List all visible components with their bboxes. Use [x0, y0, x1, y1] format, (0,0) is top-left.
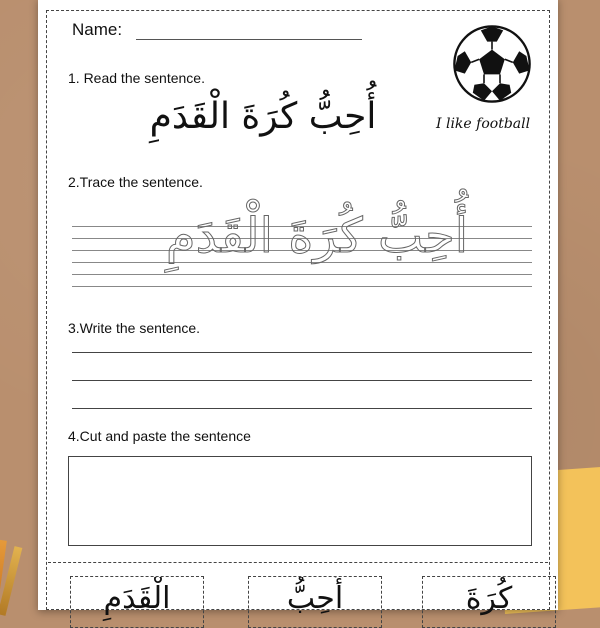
trace-guide-line [72, 274, 532, 275]
name-input-line[interactable] [136, 23, 362, 40]
heading-read: 1. Read the sentence. [68, 70, 205, 86]
soccer-ball-icon [452, 24, 532, 104]
cut-word-3: كُرَةَ [465, 581, 513, 616]
cut-card-3[interactable] [422, 576, 556, 628]
paste-box[interactable] [68, 456, 532, 546]
trace-sentence: أُحِبُّ كُرَةَ الْقَدَمِ [165, 208, 469, 264]
write-line[interactable] [72, 352, 532, 353]
worksheet-page [38, 0, 558, 616]
heading-trace: 2.Trace the sentence. [68, 174, 203, 190]
cut-word-2: أُحِبُّ [286, 581, 344, 616]
heading-paste: 4.Cut and paste the sentence [68, 428, 251, 444]
cut-card-2[interactable] [248, 576, 382, 628]
trace-area[interactable] [72, 206, 532, 298]
arabic-sentence: أُحِبُّ كُرَةَ الْقَدَمِ [149, 96, 377, 137]
cut-card-1[interactable] [70, 576, 204, 628]
image-caption: I like football [436, 116, 531, 132]
name-row [72, 20, 362, 40]
trace-guide-line [72, 286, 532, 287]
cut-divider [48, 562, 548, 563]
write-line[interactable] [72, 380, 532, 381]
heading-write: 3.Write the sentence. [68, 320, 201, 336]
cut-word-1: الْقَدَمِ [103, 581, 171, 616]
name-label: Name: [72, 20, 123, 39]
write-line[interactable] [72, 408, 532, 409]
